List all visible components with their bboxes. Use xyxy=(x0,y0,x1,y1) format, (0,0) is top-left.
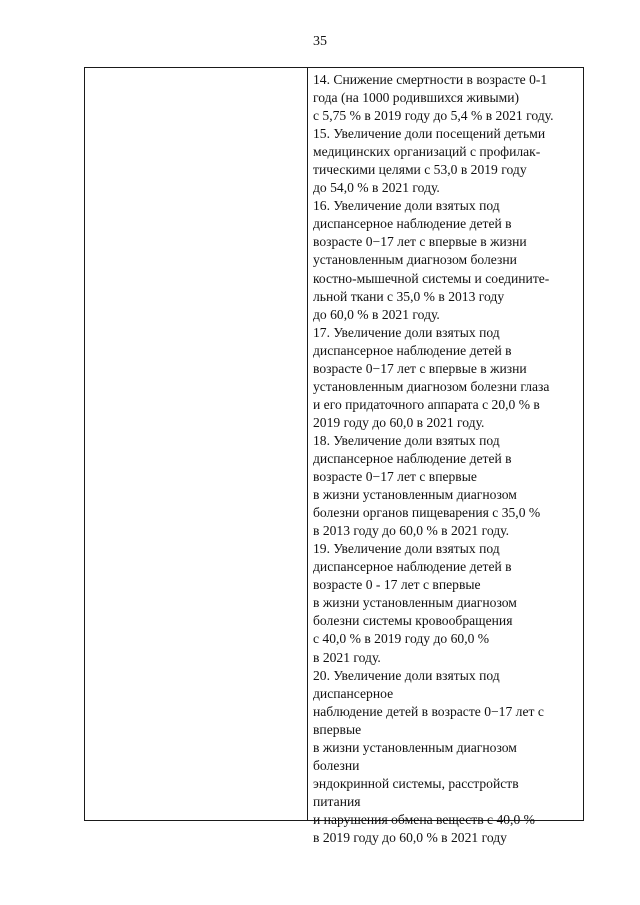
page-number: 35 xyxy=(313,34,327,49)
table-cell-left xyxy=(85,68,308,820)
table-text-line: диспансерное наблюдение детей в xyxy=(313,450,512,466)
table-text-line: болезни органов пищеварения с 35,0 % xyxy=(313,505,541,521)
table-text-line: медицинских организаций с профилак- xyxy=(313,144,541,160)
table-text-line: до 54,0 % в 2021 году. xyxy=(313,180,440,196)
table-text-line: в 2013 году до 60,0 % в 2021 году. xyxy=(313,523,509,539)
table-text-line: и нарушения обмена веществ с 40,0 % xyxy=(313,811,535,827)
table-text-line: установленным диагнозом болезни глаза xyxy=(313,378,550,394)
table-text-line: года (на 1000 родившихся живыми) xyxy=(313,90,520,106)
table-cell-right xyxy=(308,68,583,845)
table-text-line: питания xyxy=(313,793,361,809)
table-text-line: в жизни установленным диагнозом xyxy=(313,739,517,755)
table-text-line: 16. Увеличение доли взятых под xyxy=(313,198,500,214)
table-text-line: в 2019 году до 60,0 % в 2021 году xyxy=(313,829,507,845)
table-text-line: возрасте 0 - 17 лет с впервые xyxy=(313,577,481,593)
table-text-line: тическими целями с 53,0 в 2019 году xyxy=(313,162,527,178)
table-text-line: с 40,0 % в 2019 году до 60,0 % xyxy=(313,631,490,647)
table-text-line: возрасте 0−17 лет с впервые xyxy=(313,469,477,485)
table-text-line: 17. Увеличение доли взятых под xyxy=(313,324,500,340)
table-text-line: диспансерное наблюдение детей в xyxy=(313,559,512,575)
table-text-line: эндокринной системы, расстройств xyxy=(313,775,519,791)
table-text-line: 19. Увеличение доли взятых под xyxy=(313,541,500,557)
table-text-line: льной ткани с 35,0 % в 2013 году xyxy=(313,288,505,304)
table-text-line: возрасте 0−17 лет с впервые в жизни xyxy=(313,234,527,250)
table-text-line: болезни системы кровообращения xyxy=(313,613,513,629)
table-text-line: 2019 году до 60,0 в 2021 году. xyxy=(313,414,485,430)
table-text-line: установленным диагнозом болезни xyxy=(313,252,517,268)
content-table xyxy=(84,67,584,845)
table-text-line: в жизни установленным диагнозом xyxy=(313,487,517,503)
table-text-line: возрасте 0−17 лет с впервые в жизни xyxy=(313,360,527,376)
table-text-line: до 60,0 % в 2021 году. xyxy=(313,306,440,322)
table-text-line: болезни xyxy=(313,757,360,773)
table-text-line: 18. Увеличение доли взятых под xyxy=(313,432,500,448)
table-text-line: с 5,75 % в 2019 году до 5,4 % в 2021 году. xyxy=(313,108,554,124)
table-text-line: и его придаточного аппарата с 20,0 % в xyxy=(313,396,540,412)
table-text-line: диспансерное наблюдение детей в xyxy=(313,342,512,358)
table-text-line: впервые xyxy=(313,721,362,737)
table-text-line: наблюдение детей в возрасте 0−17 лет с xyxy=(313,703,544,719)
table-text-line: диспансерное наблюдение детей в xyxy=(313,216,512,232)
table-text-line: в жизни установленным диагнозом xyxy=(313,595,517,611)
table-text-line: в 2021 году. xyxy=(313,649,381,665)
table-text-line: 20. Увеличение доли взятых под xyxy=(313,667,500,683)
table-text-line: 15. Увеличение доли посещений детьми xyxy=(313,126,546,142)
table-text-line: диспансерное xyxy=(313,685,394,701)
table-text-line: костно-мышечной системы и соедините- xyxy=(313,270,550,286)
table-text-line: 14. Снижение смертности в возрасте 0-1 xyxy=(313,72,548,87)
